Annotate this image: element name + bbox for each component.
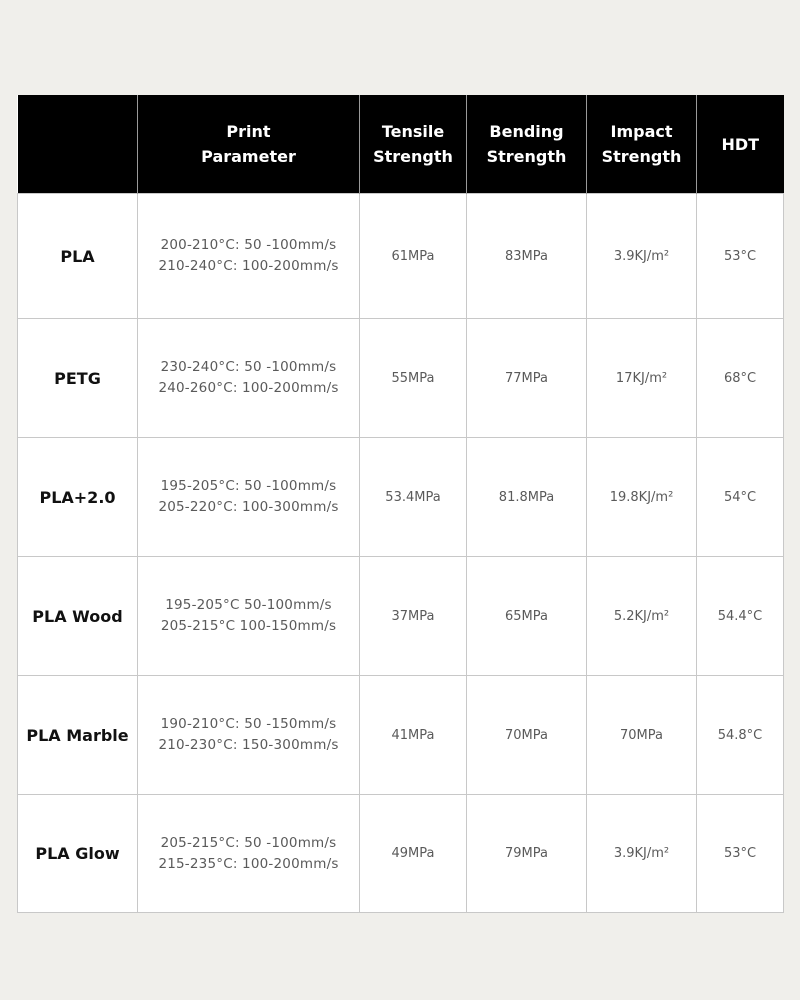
material-name: PLA Glow	[18, 795, 138, 913]
material-name: PETG	[18, 319, 138, 438]
header-tensile-strength	[360, 95, 467, 194]
filament-comparison	[17, 95, 783, 913]
table-row	[18, 676, 784, 795]
header-bending-strength	[467, 95, 587, 194]
print-parameter-line: 205-220°C: 100-300mm/s	[158, 499, 339, 515]
bending-strength-value: 83MPa	[467, 194, 587, 319]
table-row	[18, 194, 784, 319]
header-line: Bending	[489, 122, 564, 141]
hdt-value: 54.4°C	[697, 557, 784, 676]
impact-strength-value: 19.8KJ/m²	[587, 438, 697, 557]
hdt-value: 53°C	[697, 795, 784, 913]
table-body	[18, 194, 784, 913]
material-name: PLA	[18, 194, 138, 319]
print-parameter-line: 205-215°C 100-150mm/s	[160, 618, 337, 634]
bending-strength-value: 65MPa	[467, 557, 587, 676]
impact-strength-value: 17KJ/m²	[587, 319, 697, 438]
table-header	[18, 95, 784, 194]
header-line: HDT	[721, 134, 760, 154]
print-parameter-cell	[138, 438, 360, 557]
header-material	[18, 95, 138, 194]
bending-strength-value: 79MPa	[467, 795, 587, 913]
hdt-value: 54°C	[697, 438, 784, 557]
print-parameter-cell	[138, 557, 360, 676]
table-row	[18, 557, 784, 676]
tensile-strength-value: 53.4MPa	[360, 438, 467, 557]
header-line: Tensile	[381, 122, 445, 141]
material-name: PLA Marble	[18, 676, 138, 795]
bending-strength-value: 77MPa	[467, 319, 587, 438]
print-parameter-cell	[138, 194, 360, 319]
print-parameter-line: 230-240°C: 50 -100mm/s	[160, 359, 337, 375]
table-row	[18, 795, 784, 913]
bending-strength-value: 70MPa	[467, 676, 587, 795]
impact-strength-value: 70MPa	[587, 676, 697, 795]
print-parameter-line: 195-205°C 50-100mm/s	[165, 597, 332, 613]
hdt-value: 68°C	[697, 319, 784, 438]
tensile-strength-value: 37MPa	[360, 557, 467, 676]
print-parameter-cell	[138, 676, 360, 795]
print-parameter-line: 200-210°C: 50 -100mm/s	[160, 237, 337, 253]
header-hdt	[697, 95, 784, 194]
bending-strength-value: 81.8MPa	[467, 438, 587, 557]
table-row	[18, 438, 784, 557]
tensile-strength-value: 41MPa	[360, 676, 467, 795]
impact-strength-value: 5.2KJ/m²	[587, 557, 697, 676]
header-line: Print	[226, 122, 271, 141]
impact-strength-value: 3.9KJ/m²	[587, 795, 697, 913]
print-parameter-line: 195-205°C: 50 -100mm/s	[160, 478, 337, 494]
tensile-strength-value: 49MPa	[360, 795, 467, 913]
print-parameter-cell	[138, 319, 360, 438]
header-print-parameter	[138, 95, 360, 194]
material-name: PLA Wood	[18, 557, 138, 676]
header-line: Impact	[610, 122, 673, 141]
hdt-value: 54.8°C	[697, 676, 784, 795]
print-parameter-line: 190-210°C: 50 -150mm/s	[160, 716, 337, 732]
print-parameter-line: 215-235°C: 100-200mm/s	[158, 855, 339, 872]
tensile-strength-value: 61MPa	[360, 194, 467, 319]
print-parameter-line: 240-260°C: 100-200mm/s	[158, 380, 339, 396]
filament-properties-table	[17, 95, 784, 913]
hdt-value: 53°C	[697, 194, 784, 319]
header-impact-strength	[587, 95, 697, 194]
header-line: Strength	[486, 147, 567, 166]
header-row	[18, 95, 784, 194]
header-line: Strength	[601, 147, 682, 166]
print-parameter-line: 210-240°C: 100-200mm/s	[158, 258, 339, 274]
tensile-strength-value: 55MPa	[360, 319, 467, 438]
table-row	[18, 319, 784, 438]
header-line: Parameter	[201, 147, 296, 166]
impact-strength-value: 3.9KJ/m²	[587, 194, 697, 319]
print-parameter-line: 205-215°C: 50 -100mm/s	[160, 834, 337, 851]
material-name: PLA+2.0	[18, 438, 138, 557]
print-parameter-cell	[138, 795, 360, 913]
header-line: Strength	[373, 147, 453, 166]
print-parameter-line: 210-230°C: 150-300mm/s	[158, 737, 339, 753]
